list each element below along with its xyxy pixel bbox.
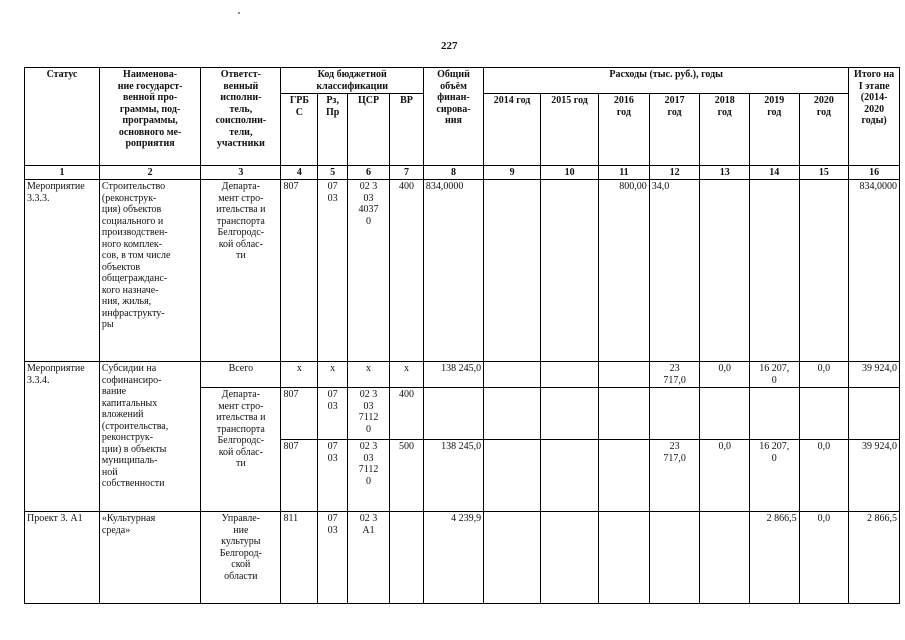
header-2020: 2020 год	[799, 94, 849, 166]
status-cell: Мероприятие 3.3.4.	[25, 362, 100, 512]
stage-total-cell	[849, 388, 900, 440]
csr-cell: 02 3 03 7112 0	[347, 440, 389, 512]
header-total-volume: Общий объём финан- сирова- ния	[423, 68, 483, 166]
header-row-1	[25, 68, 900, 94]
name-cell: Строительство (реконструк- ция) объектов социального и производствен- ного комплек- сов, в том числе объектов общегражданс- кого назначе- ния, жилья, инфраструкту- ры	[99, 180, 200, 362]
status-cell: Мероприятие 3.3.3.	[25, 180, 100, 362]
y2020-cell	[799, 388, 849, 440]
total-cell: 138 245,0	[423, 362, 483, 388]
vr-cell: 400	[390, 388, 424, 440]
y2020-cell: 0,0	[799, 440, 849, 512]
col-number: 14	[750, 166, 800, 180]
y2019-cell	[750, 180, 800, 362]
col-number: 13	[700, 166, 750, 180]
vr-cell: х	[390, 362, 424, 388]
rzpr-cell: х	[318, 362, 348, 388]
y2018-cell	[700, 388, 750, 440]
y2015-cell	[541, 512, 599, 604]
header-name: Наименова- ние государст- венной про- граммы, под- программы, основного ме- роприятия	[99, 68, 200, 166]
vr-cell: 400	[390, 180, 424, 362]
total-cell	[423, 388, 483, 440]
col-number: 9	[484, 166, 541, 180]
y2018-cell: 0,0	[700, 440, 750, 512]
grbs-cell: 807	[281, 388, 318, 440]
y2014-cell	[484, 180, 541, 362]
header-2017: 2017 год	[649, 94, 700, 166]
header-status: Статус	[25, 68, 100, 166]
y2015-cell	[541, 440, 599, 512]
header-2018: 2018 год	[700, 94, 750, 166]
table-row-project-3-a1	[25, 512, 900, 604]
page-number: 227	[441, 40, 458, 52]
rzpr-cell: 07 03	[318, 180, 348, 362]
col-number: 2	[99, 166, 200, 180]
y2019-cell: 16 207, 0	[750, 440, 800, 512]
grbs-cell: 807	[281, 440, 318, 512]
grbs-cell: х	[281, 362, 318, 388]
header-stage-total: Итого на I этапе (2014- 2020 годы)	[849, 68, 900, 166]
vr-cell	[390, 512, 424, 604]
status-cell: Проект 3. А1	[25, 512, 100, 604]
y2017-cell: 23 717,0	[649, 362, 700, 388]
col-number: 10	[541, 166, 599, 180]
y2016-cell: 800,00	[599, 180, 650, 362]
col-number: 12	[649, 166, 700, 180]
header-budget-code: Код бюджетной классификации	[281, 68, 423, 94]
responsible-cell: Департа- мент стро- ительства и транспорта Белгородс- кой облас- ти	[201, 180, 281, 362]
y2020-cell	[799, 180, 849, 362]
responsible-cell: Департа- мент стро- ительства и транспорта Белгородс- кой облас- ти	[201, 388, 281, 512]
y2016-cell	[599, 388, 650, 440]
name-cell: «Культурная среда»	[99, 512, 200, 604]
rzpr-cell: 07 03	[318, 388, 348, 440]
col-number: 6	[347, 166, 389, 180]
stage-total-cell: 2 866,5	[849, 512, 900, 604]
all-label-cell: Всего	[201, 362, 281, 388]
col-number: 3	[201, 166, 281, 180]
col-number: 16	[849, 166, 900, 180]
total-cell: 834,0000	[423, 180, 483, 362]
header-grbs: ГРБ С	[281, 94, 318, 166]
y2017-cell	[649, 388, 700, 440]
y2017-cell: 23 717,0	[649, 440, 700, 512]
header-csr: ЦСР	[347, 94, 389, 166]
y2018-cell: 0,0	[700, 362, 750, 388]
rzpr-cell: 07 03	[318, 512, 348, 604]
scan-speck	[238, 12, 240, 14]
header-2019: 2019 год	[750, 94, 800, 166]
y2018-cell	[700, 512, 750, 604]
y2014-cell	[484, 512, 541, 604]
col-number: 1	[25, 166, 100, 180]
y2016-cell	[599, 440, 650, 512]
budget-table	[24, 67, 900, 604]
header-2016: 2016 год	[599, 94, 650, 166]
total-cell: 4 239,9	[423, 512, 483, 604]
stage-total-cell: 834,0000	[849, 180, 900, 362]
csr-cell: х	[347, 362, 389, 388]
csr-cell: 02 3 А1	[347, 512, 389, 604]
header-expenses: Расходы (тыс. руб.), годы	[484, 68, 849, 94]
y2015-cell	[541, 362, 599, 388]
col-number: 15	[799, 166, 849, 180]
stage-total-cell: 39 924,0	[849, 362, 900, 388]
y2020-cell: 0,0	[799, 512, 849, 604]
y2017-cell	[649, 512, 700, 604]
csr-cell: 02 3 03 7112 0	[347, 388, 389, 440]
total-cell: 138 245,0	[423, 440, 483, 512]
header-responsible: Ответст- венный исполни- тель, соисполни- тели, участники	[201, 68, 281, 166]
stage-total-cell: 39 924,0	[849, 440, 900, 512]
y2016-cell	[599, 512, 650, 604]
y2017-cell: 34,0	[649, 180, 700, 362]
responsible-cell: Управле- ние культуры Белгород- ской области	[201, 512, 281, 604]
y2015-cell	[541, 180, 599, 362]
y2018-cell	[700, 180, 750, 362]
col-number: 4	[281, 166, 318, 180]
table-row-measure-3-3-4-total	[25, 362, 900, 388]
grbs-cell: 807	[281, 180, 318, 362]
y2015-cell	[541, 388, 599, 440]
y2014-cell	[484, 388, 541, 440]
header-vr: ВР	[390, 94, 424, 166]
name-cell: Субсидии на софинансиро- вание капитальных вложений (строительства, реконструк- ции) в объекты муниципаль- ной собственности	[99, 362, 200, 512]
col-number: 11	[599, 166, 650, 180]
y2020-cell: 0,0	[799, 362, 849, 388]
table-row-measure-3-3-3	[25, 180, 900, 362]
header-rzpr: Рз, Пр	[318, 94, 348, 166]
csr-cell: 02 3 03 4037 0	[347, 180, 389, 362]
y2016-cell	[599, 362, 650, 388]
col-number: 8	[423, 166, 483, 180]
y2014-cell	[484, 362, 541, 388]
column-number-row	[25, 166, 900, 180]
y2019-cell: 2 866,5	[750, 512, 800, 604]
col-number: 7	[390, 166, 424, 180]
y2019-cell	[750, 388, 800, 440]
grbs-cell: 811	[281, 512, 318, 604]
col-number: 5	[318, 166, 348, 180]
rzpr-cell: 07 03	[318, 440, 348, 512]
header-2015: 2015 год	[541, 94, 599, 166]
y2019-cell: 16 207, 0	[750, 362, 800, 388]
vr-cell: 500	[390, 440, 424, 512]
y2014-cell	[484, 440, 541, 512]
header-2014: 2014 год	[484, 94, 541, 166]
